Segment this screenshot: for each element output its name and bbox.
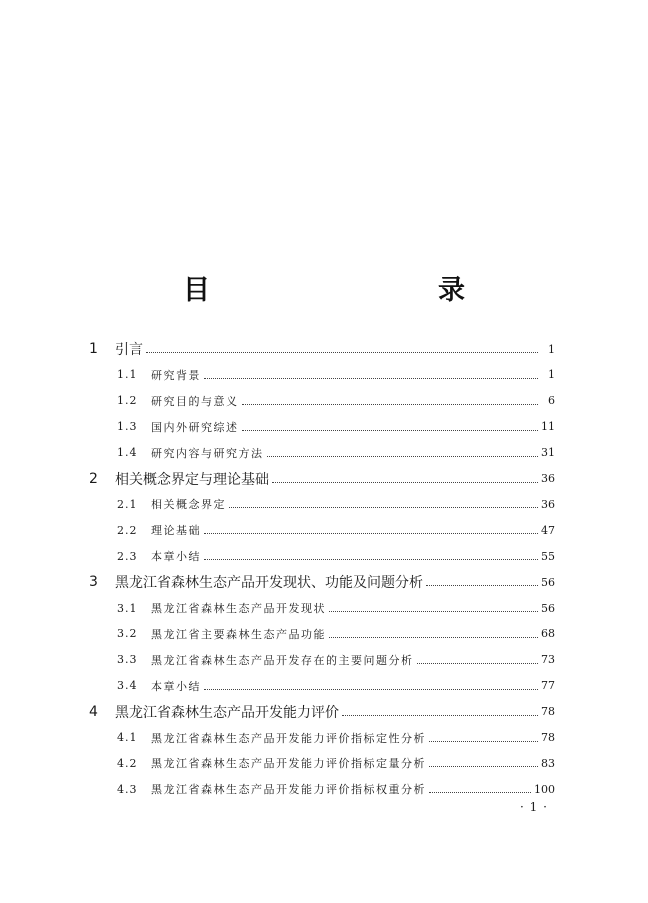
- toc-entry-title: 黑龙江省森林生态产品开发现状、功能及问题分析: [115, 575, 423, 592]
- dot-leader: [204, 532, 538, 534]
- toc-chapter-entry[interactable]: [89, 700, 555, 724]
- toc-entry-page: 68: [541, 627, 555, 641]
- dot-leader: [242, 429, 539, 431]
- toc-chapter-entry[interactable]: [89, 467, 555, 491]
- toc-entry-number: 2.3: [117, 549, 138, 563]
- toc-entry-page: 47: [541, 523, 555, 537]
- toc-entry-number: 1.1: [117, 368, 138, 382]
- toc-section-entry[interactable]: [117, 389, 555, 413]
- toc-entry-title: 黑龙江省森林生态产品开发能力评价指标权重分析: [151, 783, 426, 797]
- dot-leader: [429, 765, 538, 767]
- toc-entry-title: 本章小结: [151, 679, 201, 693]
- dot-leader: [417, 662, 539, 664]
- toc-entry-page: 36: [541, 497, 555, 511]
- toc-section-entry[interactable]: [117, 441, 555, 465]
- toc-entry-page: 1: [548, 342, 555, 356]
- page-number: · 1 ·: [520, 800, 548, 814]
- toc-chapter-entry[interactable]: [89, 337, 555, 361]
- toc-entry-number: 4.1: [117, 731, 138, 744]
- toc-chapter-entry[interactable]: [89, 570, 555, 594]
- toc-entry-number: 4.3: [117, 782, 138, 796]
- toc-entry-title: 国内外研究综述: [151, 420, 239, 434]
- toc-section-entry[interactable]: [117, 777, 555, 801]
- dot-leader: [267, 455, 539, 457]
- toc-entry-title: 相关概念界定与理论基础: [115, 471, 269, 488]
- dot-leader: [329, 636, 538, 638]
- toc-section-entry[interactable]: [117, 674, 555, 698]
- toc-entry-title: 相关概念界定: [151, 498, 226, 512]
- toc-entry-number: 1: [89, 341, 98, 357]
- toc-entry-number: 1.4: [117, 446, 138, 460]
- toc-section-entry[interactable]: [117, 492, 555, 516]
- dot-leader: [429, 740, 538, 742]
- toc-entry-title: 研究目的与意义: [151, 394, 239, 408]
- toc-section-entry[interactable]: [117, 415, 555, 439]
- toc-section-entry[interactable]: [117, 622, 555, 646]
- toc-entry-title: 引言: [115, 342, 143, 358]
- toc-entry-page: 55: [541, 549, 555, 563]
- toc-entry-page: 36: [541, 472, 555, 485]
- toc-entry-number: 2: [89, 470, 98, 487]
- toc-entry-page: 31: [541, 446, 555, 460]
- dot-leader: [342, 714, 538, 716]
- toc-entry-page: 83: [541, 756, 555, 770]
- dot-leader: [204, 688, 538, 690]
- toc-entry-number: 3.4: [117, 679, 138, 693]
- toc-entry-number: 3.3: [117, 653, 138, 667]
- toc-entry-page: 11: [541, 420, 555, 434]
- toc-entry-number: 2.2: [117, 523, 138, 537]
- toc-entry-title: 黑龙江省森林生态产品开发存在的主要问题分析: [151, 653, 414, 667]
- toc-section-entry[interactable]: [117, 518, 555, 542]
- toc-section-entry[interactable]: [117, 363, 555, 387]
- toc-entry-title: 黑龙江省森林生态产品开发能力评价指标定性分析: [151, 731, 426, 745]
- dot-leader: [204, 377, 538, 379]
- toc-entry-page: 6: [548, 394, 555, 408]
- toc-section-entry[interactable]: [117, 544, 555, 568]
- toc-entry-title: 黑龙江省森林生态产品开发能力评价指标定量分析: [151, 757, 426, 771]
- toc-entry-title: 研究背景: [151, 368, 201, 382]
- toc-entry-title: 研究内容与研究方法: [151, 446, 264, 460]
- toc-entry-number: 3.2: [117, 627, 138, 641]
- toc-entry-number: 3: [89, 574, 98, 591]
- toc-section-entry[interactable]: [117, 751, 555, 775]
- dot-leader: [426, 584, 538, 586]
- toc-entry-page: 73: [541, 653, 555, 667]
- page-title: 目 录: [183, 275, 523, 306]
- toc-entry-page: 1: [548, 368, 555, 382]
- toc-entry-title: 本章小结: [151, 550, 201, 564]
- toc-entry-title: 黑龙江省森林生态产品开发能力评价: [115, 704, 339, 721]
- toc-entry-page: 56: [541, 575, 555, 589]
- toc-entry-page: 100: [534, 782, 555, 796]
- toc-entry-page: 78: [541, 705, 555, 719]
- toc-entry-number: 4: [89, 703, 98, 720]
- toc-section-entry[interactable]: [117, 726, 555, 750]
- dot-leader: [204, 558, 538, 560]
- dot-leader: [242, 403, 539, 405]
- toc-entry-number: 3.1: [117, 601, 138, 615]
- dot-leader: [229, 506, 538, 508]
- toc-entry-page: 56: [541, 601, 555, 615]
- toc-entry-page: 78: [541, 731, 555, 744]
- toc-entry-number: 1.3: [117, 420, 138, 434]
- toc-section-entry[interactable]: [117, 648, 555, 672]
- toc-entry-number: 4.2: [117, 756, 138, 770]
- toc-section-entry[interactable]: [117, 596, 555, 620]
- toc-entry-number: 2.1: [117, 497, 138, 511]
- toc-entry-title: 理论基础: [151, 524, 201, 538]
- dot-leader: [272, 481, 538, 483]
- dot-leader: [329, 610, 538, 612]
- toc-entry-number: 1.2: [117, 394, 138, 408]
- toc-entry-title: 黑龙江省主要森林生态产品功能: [151, 627, 326, 641]
- dot-leader: [146, 351, 538, 353]
- toc-entry-page: 77: [541, 679, 555, 693]
- toc-entry-title: 黑龙江省森林生态产品开发现状: [151, 602, 326, 615]
- dot-leader: [429, 791, 531, 793]
